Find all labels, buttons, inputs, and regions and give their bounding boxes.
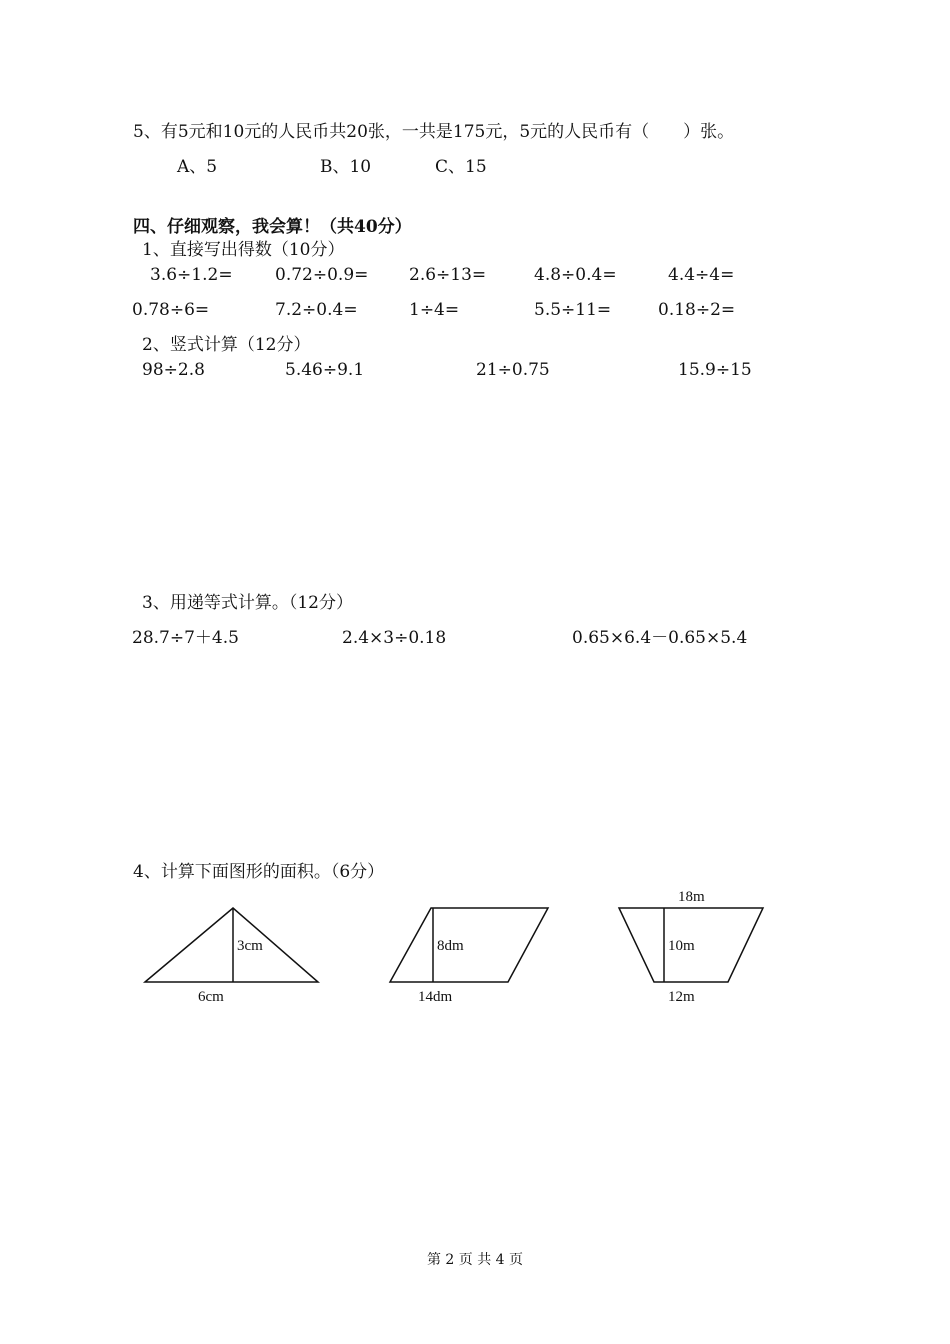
oral-calc-item: 7.2÷0.4=: [275, 300, 358, 320]
stepwise-calc-item: 0.65×6.4－0.65×5.4: [572, 628, 748, 648]
parallelogram-height-label: 8dm: [437, 938, 464, 954]
option-b: B、10: [320, 157, 372, 177]
part-4-title: 4、计算下面图形的面积。（6分）: [133, 862, 385, 882]
oral-calc-item: 4.8÷0.4=: [534, 265, 617, 285]
parallelogram-base-label: 14dm: [418, 989, 453, 1005]
oral-calc-item: 3.6÷1.2=: [150, 265, 233, 285]
stepwise-calc-item: 2.4×3÷0.18: [342, 628, 447, 648]
trapezoid-height-label: 10m: [668, 938, 695, 954]
question-5-text: 5、有5元和10元的人民币共20张，一共是175元，5元的人民币有（ ）张。: [133, 122, 735, 142]
option-c: C、15: [435, 157, 487, 177]
vertical-calc-item: 5.46÷9.1: [285, 360, 365, 380]
parallelogram-figure: [390, 908, 548, 1005]
oral-calc-item: 1÷4=: [409, 300, 460, 320]
stepwise-calc-item: 28.7÷7＋4.5: [132, 628, 239, 648]
vertical-calc-item: 98÷2.8: [142, 360, 205, 380]
oral-calc-item: 4.4÷4=: [668, 265, 735, 285]
oral-calc-item: 0.18÷2=: [658, 300, 736, 320]
section-4-heading: 四、仔细观察，我会算！（共40分）: [133, 217, 412, 237]
vertical-calc-item: 15.9÷15: [678, 360, 752, 380]
page-number: 第 2 页 共 4 页: [426, 1252, 524, 1268]
oral-calc-item: 2.6÷13=: [409, 265, 487, 285]
triangle-base-label: 6cm: [198, 989, 224, 1005]
option-a: A、5: [177, 157, 218, 177]
oral-calc-item: 5.5÷11=: [534, 300, 612, 320]
trapezoid-top-label: 18m: [678, 889, 705, 905]
triangle-figure: [145, 908, 318, 1005]
triangle-height-label: 3cm: [237, 938, 263, 954]
trapezoid-bottom-label: 12m: [668, 989, 695, 1005]
oral-calc-item: 0.72÷0.9=: [275, 265, 369, 285]
part-3-title: 3、用递等式计算。（12分）: [142, 593, 353, 613]
trapezoid-figure: [619, 889, 763, 1005]
vertical-calc-item: 21÷0.75: [476, 360, 550, 380]
oral-calc-item: 0.78÷6=: [132, 300, 210, 320]
part-2-title: 2、竖式计算（12分）: [142, 335, 311, 355]
part-1-title: 1、直接写出得数（10分）: [142, 240, 345, 260]
